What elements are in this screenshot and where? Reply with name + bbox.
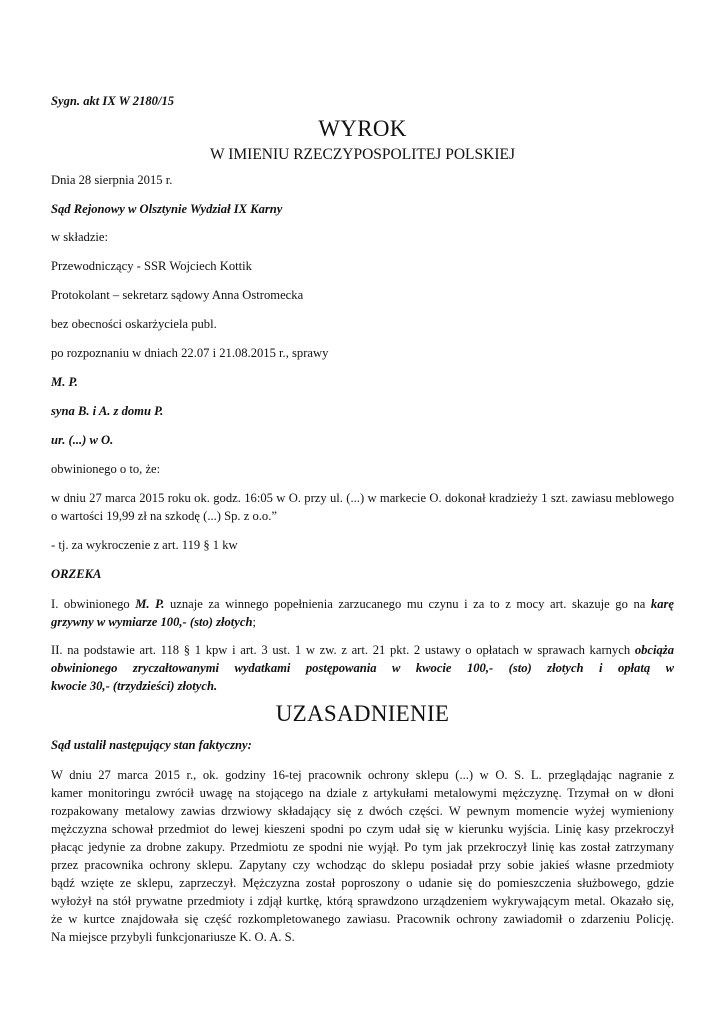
legal-basis: - tj. za wykroczenie z art. 119 § 1 kw <box>51 538 238 552</box>
facts-line: W dniu 27 marca 2015 r., ok. godziny 16-tej pracownik ochrony sklepu (...) w O. S. L. przeglądając nagranie z <box>51 768 674 782</box>
point2-charge: obciąża <box>634 643 674 657</box>
point1-text: uznaje za winnego popełnienia zarzucanego mu czynu i za to z mocy art. skazuje go na <box>164 597 651 611</box>
ruling-point-2-end: kwocie 30,- (trzydzieści) złotych. <box>51 679 218 693</box>
ruling-point-2-cont: obwinionego zryczałtowanymi wydatkami postępowania w kwocie 100,- (sto) złotych i opłatą w <box>51 661 674 675</box>
charge-line: o wartości 19,99 zł na szkodę (...) Sp. z o.o.” <box>51 509 277 523</box>
facts-line: wyłożył na stół prywatne przedmioty i zdjął kurtkę, którą sprawdzono urządzeniem wykrywającym metal. Okazało się, <box>51 894 674 908</box>
facts-line: że w kurtce znajdowała się część rozkompletowanego zawiasu. Pracownik ochrony zawiadomił o zdarzeniu Policję. <box>51 912 674 926</box>
composition-label: w składzie: <box>51 230 109 244</box>
ruling-label: ORZEKA <box>51 567 102 581</box>
ruling-point-1 <box>51 597 674 612</box>
facts-line: kamer monitoringu zwrócił uwagę na stojącego na dziale z artykułami metalowymi mężczyznę. Trzymał on w dłoni <box>51 786 674 800</box>
date-line: Dnia 28 sierpnia 2015 r. <box>51 173 173 187</box>
ruling-point-1-cont <box>51 615 256 630</box>
point1-penalty-amount: grzywny w wymiarze 100,- (sto) złotych <box>51 615 253 629</box>
court-name: Sąd Rejonowy w Olsztynie Wydział IX Karny <box>51 202 283 216</box>
charge-line: w dniu 27 marca 2015 roku ok. godz. 16:05 w O. przy ul. (...) w markecie O. dokonał kradzieży 1 szt. zawiasu meblowego <box>51 491 674 505</box>
point1-penalty: karę <box>650 597 674 611</box>
document-subtitle: W IMIENIU RZECZYPOSPOLITEJ POLSKIEJ <box>210 146 515 163</box>
facts-line: płacąc jedynie za drobne zakupy. Przedmiotu ze spodni nie wyjął. Po tym jak przekroczył linię kas został zatrzymany <box>51 840 674 854</box>
point1-end: ; <box>252 615 256 629</box>
court-clerk: Protokolant – sekretarz sądowy Anna Ostromecka <box>51 288 304 302</box>
facts-line: rozpakowany metalowy zawias drzwiowy składający się z dwóch części. W pewnym momencie wyżej wymieniony <box>51 804 674 818</box>
facts-line: mężczyzna schował przedmiot do lewej kieszeni spodni po czym udał się w kierunku wyjścia. Linię kasy przekroczył <box>51 822 674 836</box>
prosecutor-note: bez obecności oskarżyciela publ. <box>51 317 217 331</box>
point1-defendant: M. P. <box>135 597 165 611</box>
facts-line: przez pracownika ochrony sklepu. Zapytany czy wchodząc do sklepu posiadał przy sobie jakieś własne przedmioty <box>51 858 674 872</box>
hearing-dates: po rozpoznaniu w dniach 22.07 i 21.08.2015 r., sprawy <box>51 346 329 360</box>
justification-title: UZASADNIENIE <box>275 701 450 726</box>
defendant-parents: syna B. i A. z domu P. <box>51 404 164 418</box>
case-signature: Sygn. akt IX W 2180/15 <box>51 94 175 108</box>
point2-text: II. na podstawie art. 118 § 1 kpw i art. 3 ust. 1 w zw. z art. 21 pkt. 2 ustawy o opłatach w sprawach karnych <box>51 643 635 657</box>
presiding-judge: Przewodniczący - SSR Wojciech Kottik <box>51 259 252 273</box>
defendant-birth: ur. (...) w O. <box>51 433 114 447</box>
charged-label: obwinionego o to, że: <box>51 462 161 476</box>
document-title: WYROK <box>318 116 407 141</box>
defendant-name: M. P. <box>51 375 78 389</box>
ruling-point-2 <box>51 643 674 658</box>
point1-prefix: I. obwinionego <box>51 597 136 611</box>
facts-label: Sąd ustalił następujący stan faktyczny: <box>51 738 252 752</box>
facts-line: Na miejsce przybyli funkcjonariusze K. O. A. S. <box>51 930 295 944</box>
facts-line: bądź wzięte ze sklepu, zaprzeczył. Mężczyzna został poproszony o udanie się do pomieszczenia służbowego, gdzie <box>51 876 674 890</box>
